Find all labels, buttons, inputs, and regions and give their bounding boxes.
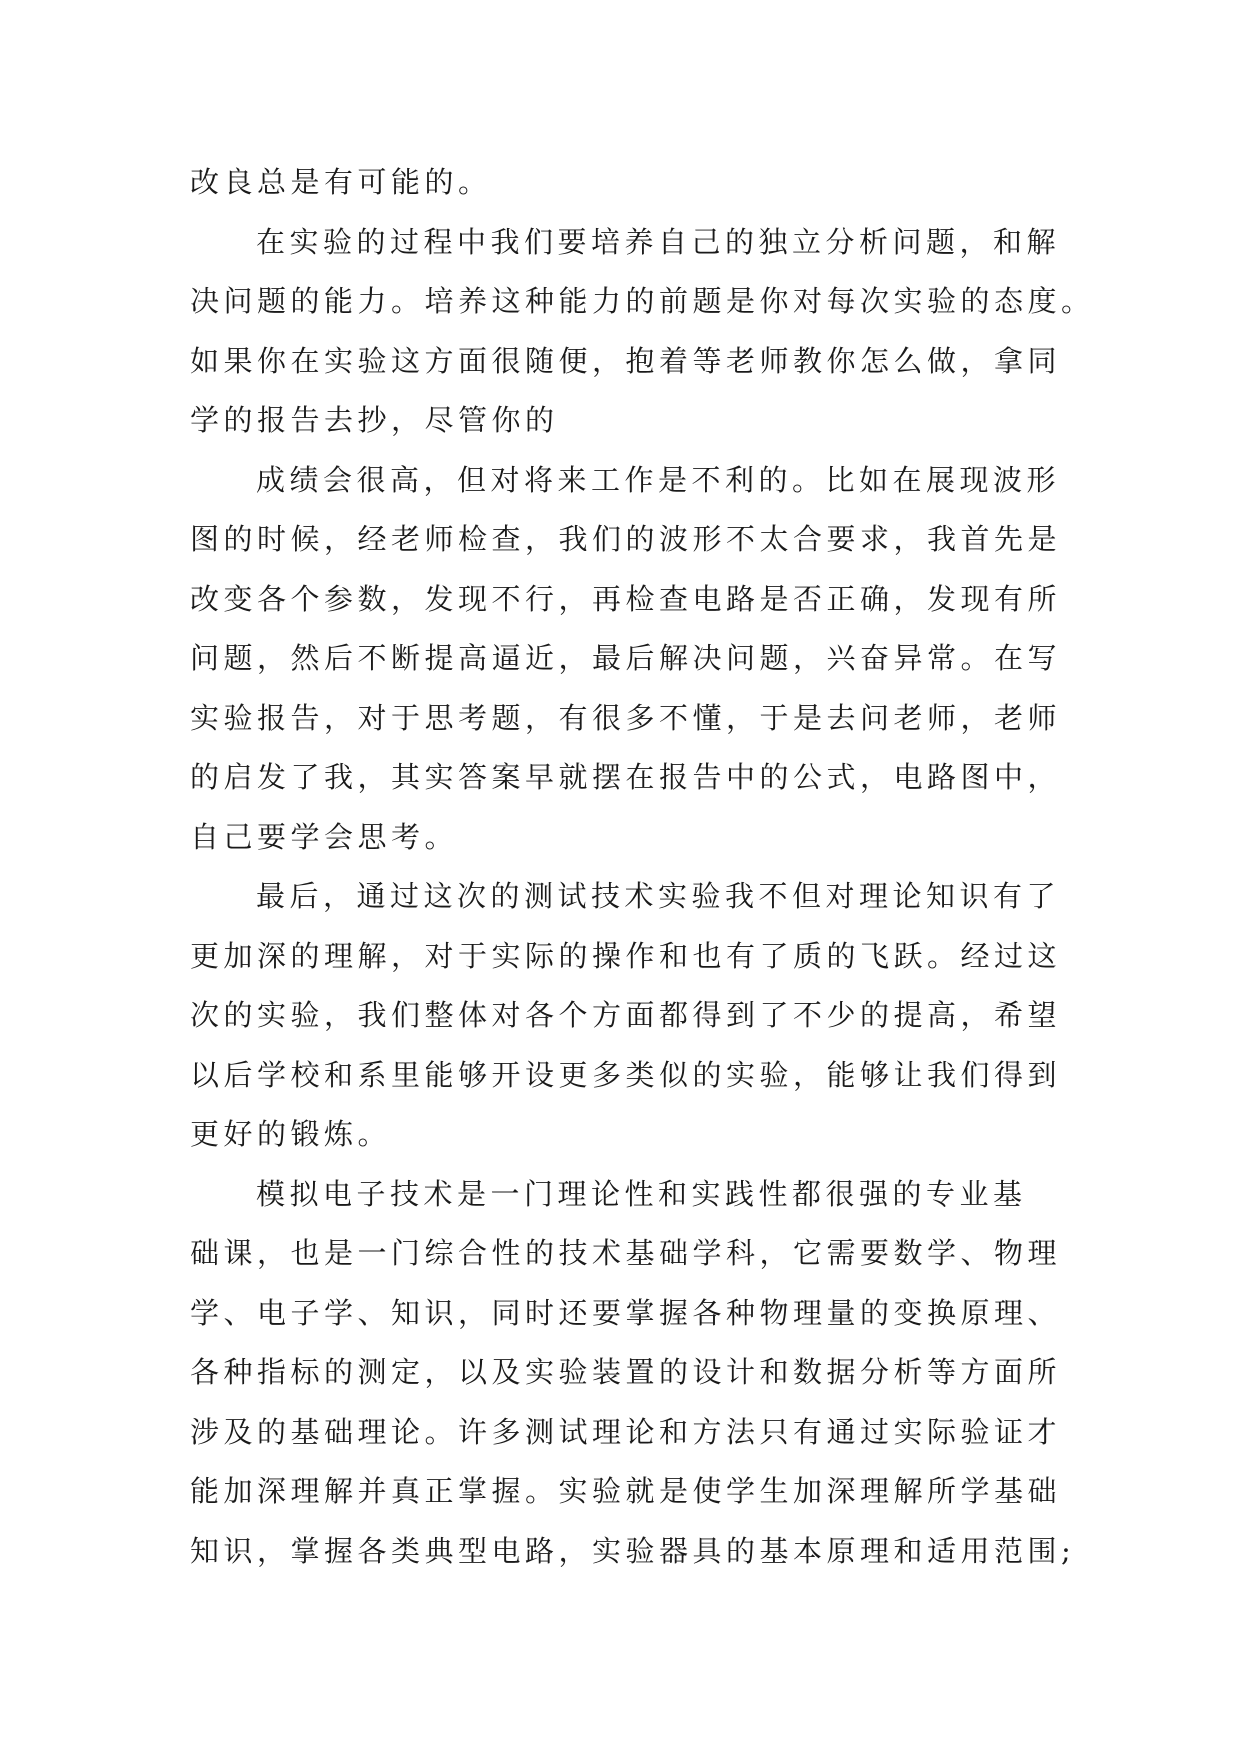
text-line: 更好的锻炼。 [190, 1117, 392, 1151]
text-line: 决问题的能力。培养这种能力的前题是你对每次实验的态度。 [190, 284, 1095, 318]
text-line: 各种指标的测定，以及实验装置的设计和数据分析等方面所 [190, 1355, 1062, 1389]
text-line: 以后学校和系里能够开设更多类似的实验，能够让我们得到 [190, 1057, 1062, 1092]
text-line: 问题，然后不断提高逼近，最后解决问题，兴奋异常。在写 [190, 641, 1062, 675]
text-line: 更加深的理解，对于实际的操作和也有了质的飞跃。经过这 [190, 938, 1062, 973]
text-line: 如果你在实验这方面很随便，抱着等老师教你怎么做，拿同 [190, 343, 1062, 378]
text-line: 实验报告，对于思考题，有很多不懂，于是去问老师，老师 [190, 700, 1062, 735]
text-line: 知识，掌握各类典型电路，实验器具的基本原理和适用范围; [190, 1533, 1076, 1568]
text-line: 改良总是有可能的。 [190, 165, 492, 199]
text-line: 自己要学会思考。 [190, 819, 459, 854]
text-line: 础课，也是一门综合性的技术基础学科，它需要数学、物理 [190, 1236, 1062, 1270]
document-body [190, 153, 1095, 1581]
text-line: 次的实验，我们整体对各个方面都得到了不少的提高，希望 [190, 998, 1062, 1032]
text-line: 成绩会很高，但对将来工作是不利的。比如在展现波形 [256, 462, 1061, 497]
text-line: 模拟电子技术是一门理论性和实践性都很强的专业基 [256, 1176, 1027, 1211]
text-line: 能加深理解并真正掌握。实验就是使学生加深理解所学基础 [190, 1474, 1062, 1508]
text-line: 在实验的过程中我们要培养自己的独立分析问题，和解 [256, 224, 1061, 259]
text-line: 最后，通过这次的测试技术实验我不但对理论知识有了 [256, 879, 1061, 913]
text-line: 的启发了我，其实答案早就摆在报告中的公式，电路图中， [190, 760, 1062, 794]
text-line: 图的时候，经老师检查，我们的波形不太合要求，我首先是 [190, 522, 1062, 556]
text-line: 改变各个参数，发现不行，再检查电路是否正确，发现有所 [190, 581, 1062, 616]
text-line: 学、电子学、知识，同时还要掌握各种物理量的变换原理、 [190, 1295, 1062, 1330]
text-line: 学的报告去抄，尽管你的 [190, 403, 559, 437]
text-line: 涉及的基础理论。许多测试理论和方法只有通过实际验证才 [190, 1414, 1062, 1449]
